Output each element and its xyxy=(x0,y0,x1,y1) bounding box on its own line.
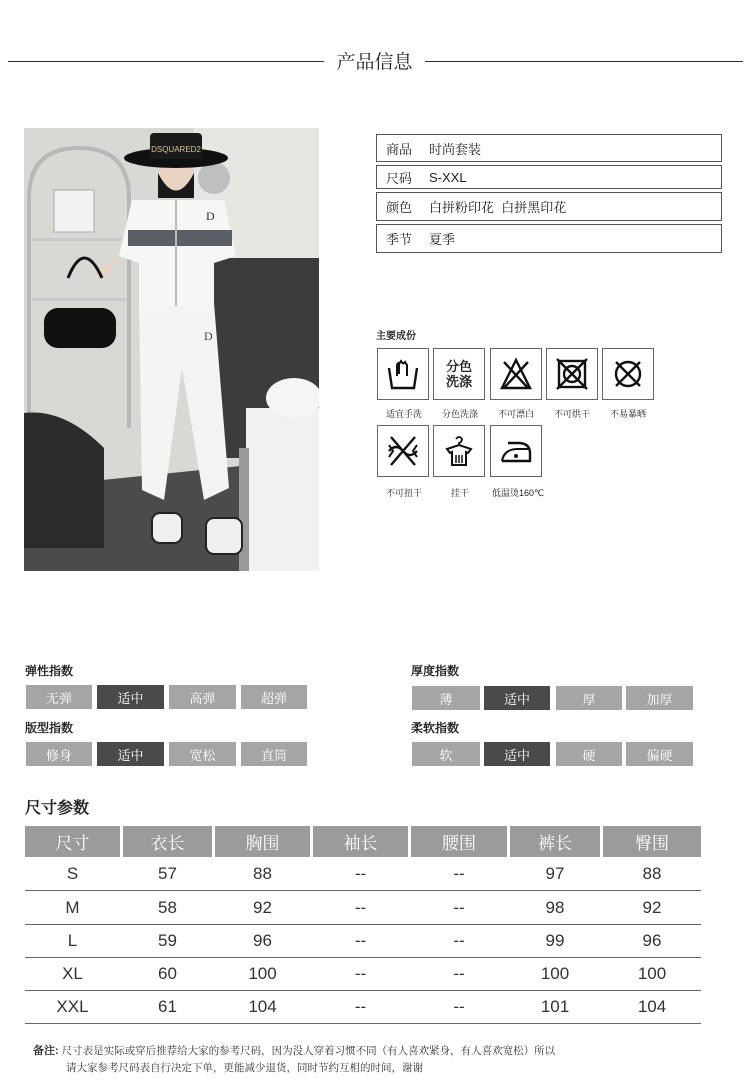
separate-wash-icon xyxy=(433,348,485,400)
care-title: 主要成份 xyxy=(376,331,416,342)
size-value-cell: -- xyxy=(354,997,367,1016)
table-row-divider xyxy=(25,1023,701,1024)
care-label: 不易暴晒 xyxy=(609,409,646,419)
separate-wash-text: 洗涤 xyxy=(445,374,472,389)
size-value-cell: 92 xyxy=(642,898,662,917)
thickness-option-selected: 适中 xyxy=(484,686,550,710)
size-value-cell: 96 xyxy=(642,931,662,950)
size-value-cell: 58 xyxy=(158,898,177,917)
size-value-cell: 96 xyxy=(253,931,272,950)
pants-letter: D xyxy=(204,329,213,343)
care-label: 分色洗涤 xyxy=(441,409,478,419)
care-label: 适宜手洗 xyxy=(385,409,422,419)
info-key: 颜色 xyxy=(386,200,413,215)
info-row-color xyxy=(376,192,722,221)
info-key: 商品 xyxy=(386,141,413,157)
fit-option-selected: 适中 xyxy=(97,742,164,766)
elasticity-option-selected: 适中 xyxy=(97,685,164,709)
size-label-cell: XXL xyxy=(56,997,89,1016)
size-label-cell: M xyxy=(65,898,80,917)
size-table-header: 腰围 xyxy=(411,826,507,857)
size-value-cell: -- xyxy=(354,864,367,883)
shirt-letter: D xyxy=(206,209,215,223)
page-title: 产品信息 xyxy=(336,52,413,73)
note-text: 尺寸表是实际或穿后推荐给大家的参考尺码，因为没人穿着习惯不同（有人喜欢紧身，有人喜欢宽松）所以 xyxy=(61,1045,556,1057)
info-row-size xyxy=(376,165,722,189)
size-table-header: 胸围 xyxy=(215,826,310,857)
size-value-cell: 99 xyxy=(545,931,565,950)
size-value-cell: 92 xyxy=(253,898,272,917)
size-value-cell: 100 xyxy=(248,964,277,983)
hat-logo-text: DSQUARED2 xyxy=(151,145,201,154)
size-value-cell: 61 xyxy=(158,997,177,1016)
fit-option: 宽松 xyxy=(169,742,236,766)
size-table-header: 裤长 xyxy=(510,826,600,857)
note-label: 备注: xyxy=(33,1045,59,1057)
no-bleach-icon xyxy=(490,348,542,400)
low-iron-icon xyxy=(490,425,542,477)
size-table-title: 尺寸参数 xyxy=(25,800,90,817)
care-label: 挂干 xyxy=(450,488,469,498)
header-rule-right xyxy=(425,61,743,62)
size-value-cell: 98 xyxy=(545,898,565,917)
size-table-header: 尺寸 xyxy=(25,826,120,857)
size-value-cell: 101 xyxy=(540,997,570,1016)
info-key: 季节 xyxy=(386,232,413,247)
size-value-cell: 60 xyxy=(158,964,177,983)
no-sun-dry-icon xyxy=(602,348,654,400)
size-value-cell: -- xyxy=(453,931,465,950)
elasticity-index-title: 弹性指数 xyxy=(25,664,74,678)
info-value: 夏季 xyxy=(429,232,456,247)
table-row-divider xyxy=(25,924,701,925)
info-value: 时尚套装 xyxy=(429,141,482,157)
size-value-cell: -- xyxy=(453,864,465,883)
header-rule-left xyxy=(8,61,324,62)
care-label: 不可扭干 xyxy=(385,488,422,498)
elasticity-option: 超弹 xyxy=(241,685,307,709)
care-label: 不可漂白 xyxy=(497,409,534,419)
size-value-cell: -- xyxy=(453,997,465,1016)
size-table-header: 袖长 xyxy=(313,826,408,857)
softness-option: 硬 xyxy=(556,742,622,766)
care-label: 不可烘干 xyxy=(553,409,590,419)
fit-index-title: 版型指数 xyxy=(25,721,74,735)
note-line-2: 请大家参考尺码表自行决定下单，更能减少退货，同时节约互相的时间，谢谢 xyxy=(66,1062,423,1074)
softness-option-selected: 适中 xyxy=(484,742,550,766)
table-row-divider xyxy=(25,990,701,991)
size-value-cell: 100 xyxy=(540,964,570,983)
size-value-cell: -- xyxy=(354,964,367,983)
size-value-cell: 59 xyxy=(158,931,177,950)
info-row-season xyxy=(376,224,722,253)
size-table-header: 衣长 xyxy=(123,826,212,857)
note-line-1 xyxy=(33,1042,555,1058)
info-value: S-XXL xyxy=(429,169,467,185)
size-value-cell: 57 xyxy=(158,864,177,883)
size-value-cell: -- xyxy=(453,898,465,917)
elasticity-option: 无弹 xyxy=(26,685,92,709)
info-row-product xyxy=(376,134,722,162)
size-value-cell: -- xyxy=(354,898,367,917)
table-row-divider xyxy=(25,957,701,958)
thickness-index-title: 厚度指数 xyxy=(411,664,460,678)
no-wring-icon xyxy=(377,425,429,477)
size-value-cell: 100 xyxy=(637,964,667,983)
size-table-header: 臀围 xyxy=(603,826,701,857)
softness-index-title: 柔软指数 xyxy=(411,721,460,735)
separate-wash-text: 分色 xyxy=(445,359,472,374)
size-value-cell: -- xyxy=(453,964,465,983)
size-label-cell: XL xyxy=(62,964,83,983)
product-photo xyxy=(24,128,319,571)
softness-option: 软 xyxy=(412,742,480,766)
softness-option: 偏硬 xyxy=(626,742,693,766)
table-row-divider xyxy=(25,890,701,891)
info-value: 白拼粉印花 白拼黑印花 xyxy=(429,200,567,215)
size-value-cell: 88 xyxy=(642,864,662,883)
size-label-cell: S xyxy=(66,864,79,883)
size-value-cell: -- xyxy=(354,931,367,950)
hand-wash-icon xyxy=(377,348,429,400)
thickness-option: 加厚 xyxy=(626,686,693,710)
fit-option: 直筒 xyxy=(241,742,307,766)
size-value-cell: 88 xyxy=(253,864,272,883)
size-value-cell: 104 xyxy=(248,997,277,1016)
elasticity-option: 高弹 xyxy=(169,685,236,709)
size-value-cell: 97 xyxy=(545,864,565,883)
size-label-cell: L xyxy=(67,931,78,950)
thickness-option: 厚 xyxy=(556,686,622,710)
no-tumble-dry-icon xyxy=(546,348,598,400)
info-key: 尺码 xyxy=(386,170,413,186)
care-label: 低温烫160℃ xyxy=(491,488,545,498)
thickness-option: 薄 xyxy=(412,686,480,710)
hang-dry-icon xyxy=(433,425,485,477)
size-value-cell: 104 xyxy=(637,997,667,1016)
fit-option: 修身 xyxy=(26,742,92,766)
